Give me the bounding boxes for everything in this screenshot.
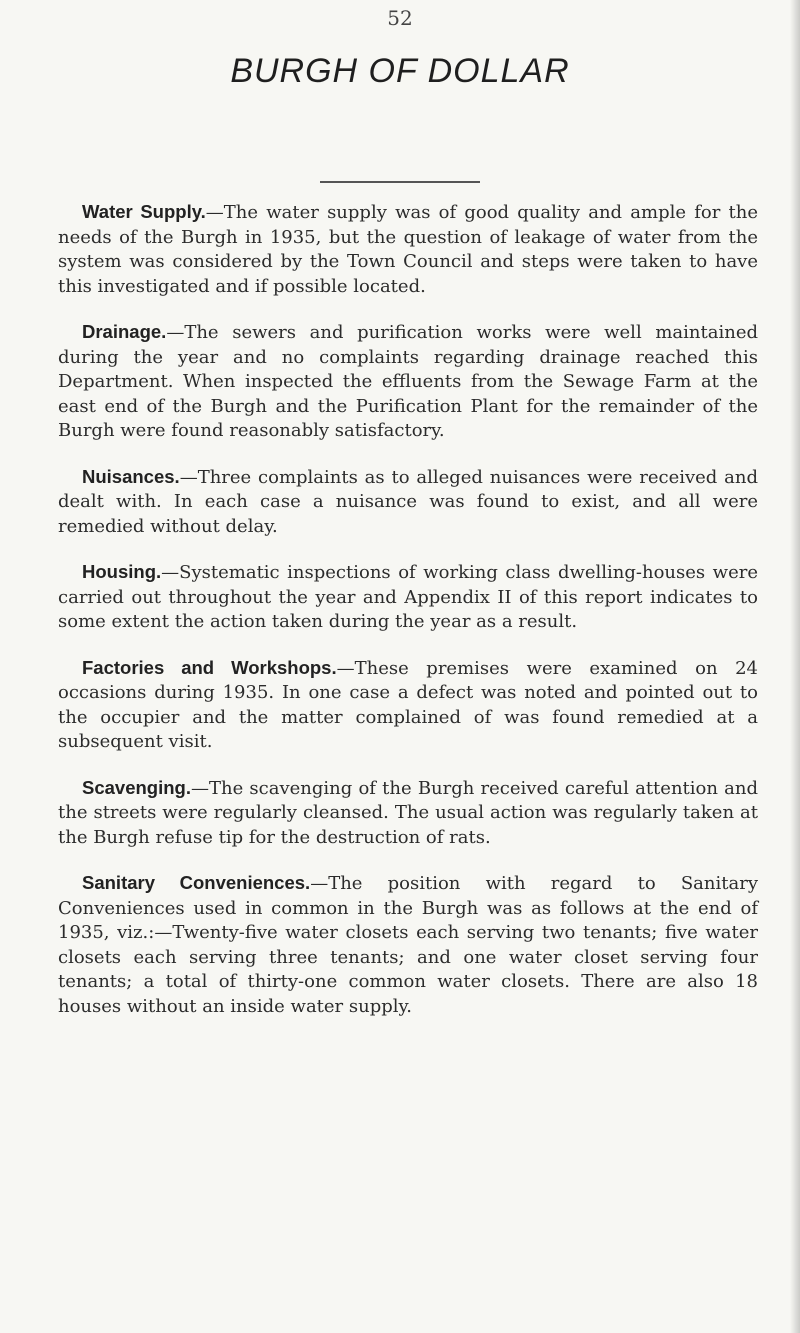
page-title: BURGH OF DOLLAR <box>230 52 570 90</box>
section-water-supply <box>58 200 758 299</box>
page-number: 52 <box>387 6 413 30</box>
section-nuisances <box>58 465 758 540</box>
section-heading: Sanitary Conveniences. <box>82 872 311 893</box>
section-heading: Factories and Workshops. <box>82 656 337 678</box>
section-heading: Drainage. <box>82 321 167 342</box>
section-text: —The scavenging of the Burgh received careful attention and the streets were regularly cleansed. The usual action was regularly taken at the Burgh refuse tip for the destruction of rats. <box>58 777 758 848</box>
section-drainage <box>58 320 758 444</box>
section-housing <box>58 560 758 635</box>
section-text: —Systematic inspections of working class dwelling-houses were carried out throughout the year and Appendix II of this report indicates to some extent the action taken during the year as a result. <box>58 562 758 632</box>
section-factories-and-workshops <box>58 656 758 755</box>
section-heading: Scavenging. <box>82 776 191 798</box>
section-text: —These premises were examined on 24 occasions during 1935. In one case a defect was noted and pointed out to the occupier and the matter complained of was found remedied at a subsequent visit. <box>58 657 758 752</box>
section-text: —The water supply was of good quality and ample for the needs of the Burgh in 1935, but the question of leakage of water from the system was considered by the Town Council and steps were taken to have this investigated and if possible located. <box>58 202 758 297</box>
title-divider <box>320 181 480 183</box>
report-body <box>58 200 758 1040</box>
section-scavenging <box>58 776 758 851</box>
section-sanitary-conveniences <box>58 871 758 1019</box>
section-text: —The sewers and purification works were well maintained during the year and no complaints regarding drainage reached this Department. When inspected the effluents from the Sewage Farm at the east end of the Burgh and the Purification Plant for the remainder of the Burgh were found reasonably satisfactory. <box>58 322 758 441</box>
section-heading: Nuisances. <box>82 465 180 487</box>
page-edge-shadow <box>790 0 800 1333</box>
section-text: —The position with regard to Sanitary Conveniences used in common in the Burgh was as follows at the end of 1935, viz.:—Twenty-five water closets each serving two tenants; five water closets each serving three tenants; and one water closet serving four tenants; a total of thirty-one common water closets. There are also 18 houses without an inside water supply. <box>58 873 758 1017</box>
section-heading: Housing. <box>82 561 162 582</box>
section-heading: Water Supply. <box>82 201 206 222</box>
section-text: —Three complaints as to alleged nuisances were received and dealt with. In each case a nuisance was found to exist, and all were remedied without delay. <box>58 466 758 537</box>
